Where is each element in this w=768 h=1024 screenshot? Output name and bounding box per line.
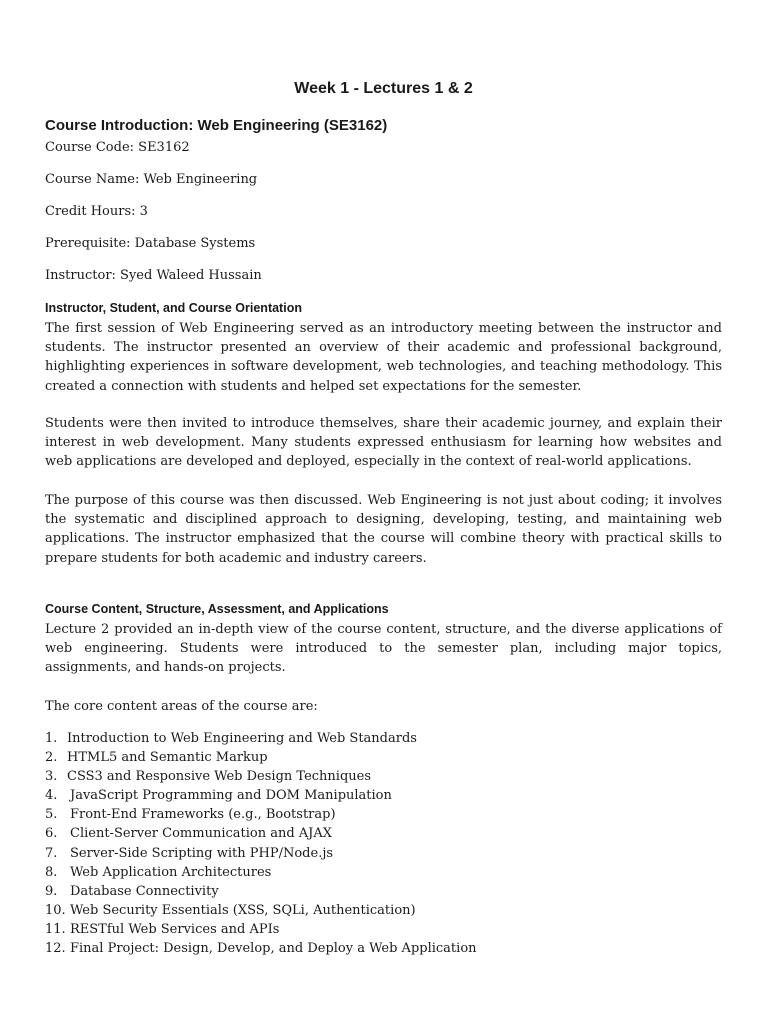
- document-title: Week 1 - Lectures 1 & 2: [294, 80, 473, 97]
- list-item: 4. JavaScript Programming and DOM Manipulation: [45, 788, 392, 804]
- list-item: 5. Front-End Frameworks (e.g., Bootstrap): [45, 807, 336, 823]
- list-item: 6. Client-Server Communication and AJAX: [45, 826, 333, 842]
- instructor: Instructor: Syed Waleed Hussain: [45, 268, 262, 283]
- paragraph: Students were then invited to introduce themselves, share their academic journey, and explain their interest in web development. Many students expressed enthusiasm for learning how websites and web applications are developed and deployed, especially in the context of real-world applications.: [45, 416, 722, 470]
- list-item: 1. Introduction to Web Engineering and Web Standards: [45, 731, 417, 746]
- list-item: 3. CSS3 and Responsive Web Design Techniques: [45, 769, 372, 785]
- course-heading: Course Introduction: Web Engineering (SE3162): [45, 117, 388, 134]
- list-item: 8. Web Application Architectures: [45, 864, 272, 880]
- paragraph: The core content areas of the course are:: [45, 699, 318, 714]
- course-code: Course Code: SE3162: [45, 140, 190, 155]
- list-item: 2. HTML5 and Semantic Markup: [45, 750, 268, 766]
- list-item: 7. Server-Side Scripting with PHP/Node.js: [45, 845, 334, 861]
- paragraph: Lecture 2 provided an in-depth view of the course content, structure, and the diverse applications of web engineering. Students were introduced to the semester plan, including major topics, assignments, and hands-on projects.: [45, 622, 722, 676]
- list-item: 12. Final Project: Design, Develop, and Deploy a Web Application: [45, 941, 477, 957]
- section-heading-orientation: Instructor, Student, and Course Orientation: [45, 301, 302, 315]
- list-item: 10. Web Security Essentials (XSS, SQLi, Authentication): [45, 902, 416, 918]
- prerequisite: Prerequisite: Database Systems: [45, 236, 256, 251]
- section-heading-content: Course Content, Structure, Assessment, and Applications: [45, 602, 389, 616]
- course-name: Course Name: Web Engineering: [45, 172, 258, 187]
- credit-hours: Credit Hours: 3: [45, 204, 148, 219]
- paragraph: The purpose of this course was then discussed. Web Engineering is not just about coding; it involves the systematic and disciplined approach to designing, developing, testing, and maintaining web applications. The instructor emphasized that the course will combine theory with practical skills to prepare students for both academic and industry careers.: [45, 493, 722, 566]
- content-list: [45, 729, 477, 958]
- list-item: 11. RESTful Web Services and APIs: [45, 921, 280, 937]
- list-item: 9. Database Connectivity: [45, 883, 219, 899]
- paragraph: The first session of Web Engineering served as an introductory meeting between the instructor and students. The instructor presented an overview of their academic and professional background, highlighting experiences in software development, web technologies, and teaching methodology. This created a connection with students and helped set expectations for the semester.: [45, 321, 722, 394]
